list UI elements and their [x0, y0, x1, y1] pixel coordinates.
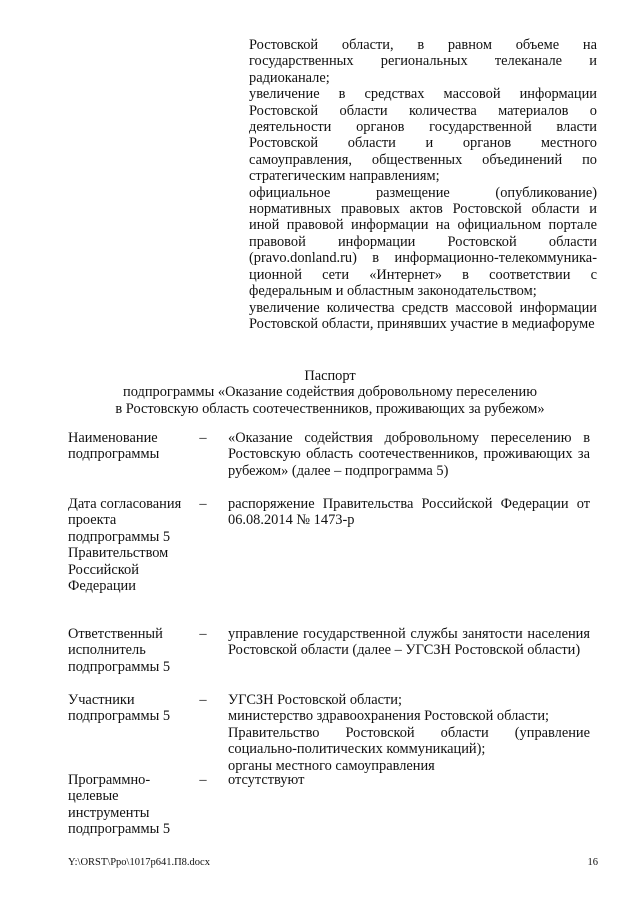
row-value-text: управление государственной службы занятости населения Ростовской области (далее – УГСЗН Ростовской области) — [228, 626, 590, 659]
row-dash: – — [199, 692, 207, 708]
passport-subtitle-line: подпрограммы «Оказание содействия добровольному переселению — [123, 384, 537, 401]
row-label: Дата согласования проекта подпрограммы 5 Правительством Российской Федерации — [68, 496, 182, 595]
row-dash: – — [199, 772, 207, 788]
row-label: Программно-целевые инструменты подпрограммы 5 — [68, 772, 171, 838]
continuation-paragraph: официальное размещение (опубликование) нормативных правовых актов Ростовской области и иной правовой информации на официальном портале правовой информации Ростовской области (pravo.donland.ru) в информационно-телекоммуникационной сети «Интернет» в соответствии с федеральным и областным законодательством; — [249, 184, 597, 300]
continuation-paragraph: увеличение в средствах массовой информации Ростовской области количества материалов о деятельности органов государственной власти Ростовской области и органов местного самоуправления, общественных объединений по стратегическим направлениям; — [249, 86, 597, 185]
passport-subtitle-line: в Ростовскую область соотечественников, проживающих за рубежом» — [115, 400, 545, 417]
row-value — [228, 772, 590, 788]
row-value — [228, 430, 590, 479]
row-value-text: министерство здравоохранения Ростовской области; — [228, 708, 550, 725]
page-number: 16 — [587, 857, 598, 868]
row-label: Участники подпрограммы 5 — [68, 692, 171, 725]
continuation-paragraph: Ростовской области, в равном объеме на государственных региональных телеканале и радиоканале; — [249, 37, 597, 86]
row-dash: – — [199, 626, 207, 642]
row-label: Ответственный исполнитель подпрограммы 5 — [68, 626, 171, 675]
continuation-paragraph: увеличение количества средств массовой информации Ростовской области, принявших участие в медиафоруме — [249, 299, 597, 332]
passport-heading: Паспорт — [304, 368, 356, 384]
row-value — [228, 496, 590, 529]
row-value-text: органы местного самоуправления — [228, 757, 435, 774]
row-dash: – — [199, 430, 207, 446]
row-dash: – — [199, 496, 207, 512]
row-value-text: «Оказание содействия добровольному переселению в Ростовскую область соотечественников, проживающих за рубежом» (далее – подпрограмма 5) — [228, 430, 590, 479]
file-path: Y:\ORST\Ppo\1017p641.П8.docx — [68, 857, 210, 868]
row-value-text: отсутствуют — [228, 772, 305, 788]
row-value — [228, 692, 590, 774]
continuation-text — [249, 37, 597, 332]
row-value-text: Правительство Ростовской области (управление социально-политических коммуникаций); — [228, 724, 590, 758]
row-value-text: распоряжение Правительства Российской Федерации от 06.08.2014 № 1473-р — [228, 496, 590, 529]
row-label: Наименование подпрограммы — [68, 430, 160, 463]
passport-title — [60, 368, 600, 417]
row-value — [228, 626, 590, 659]
row-value-text: УГСЗН Ростовской области; — [228, 692, 402, 708]
